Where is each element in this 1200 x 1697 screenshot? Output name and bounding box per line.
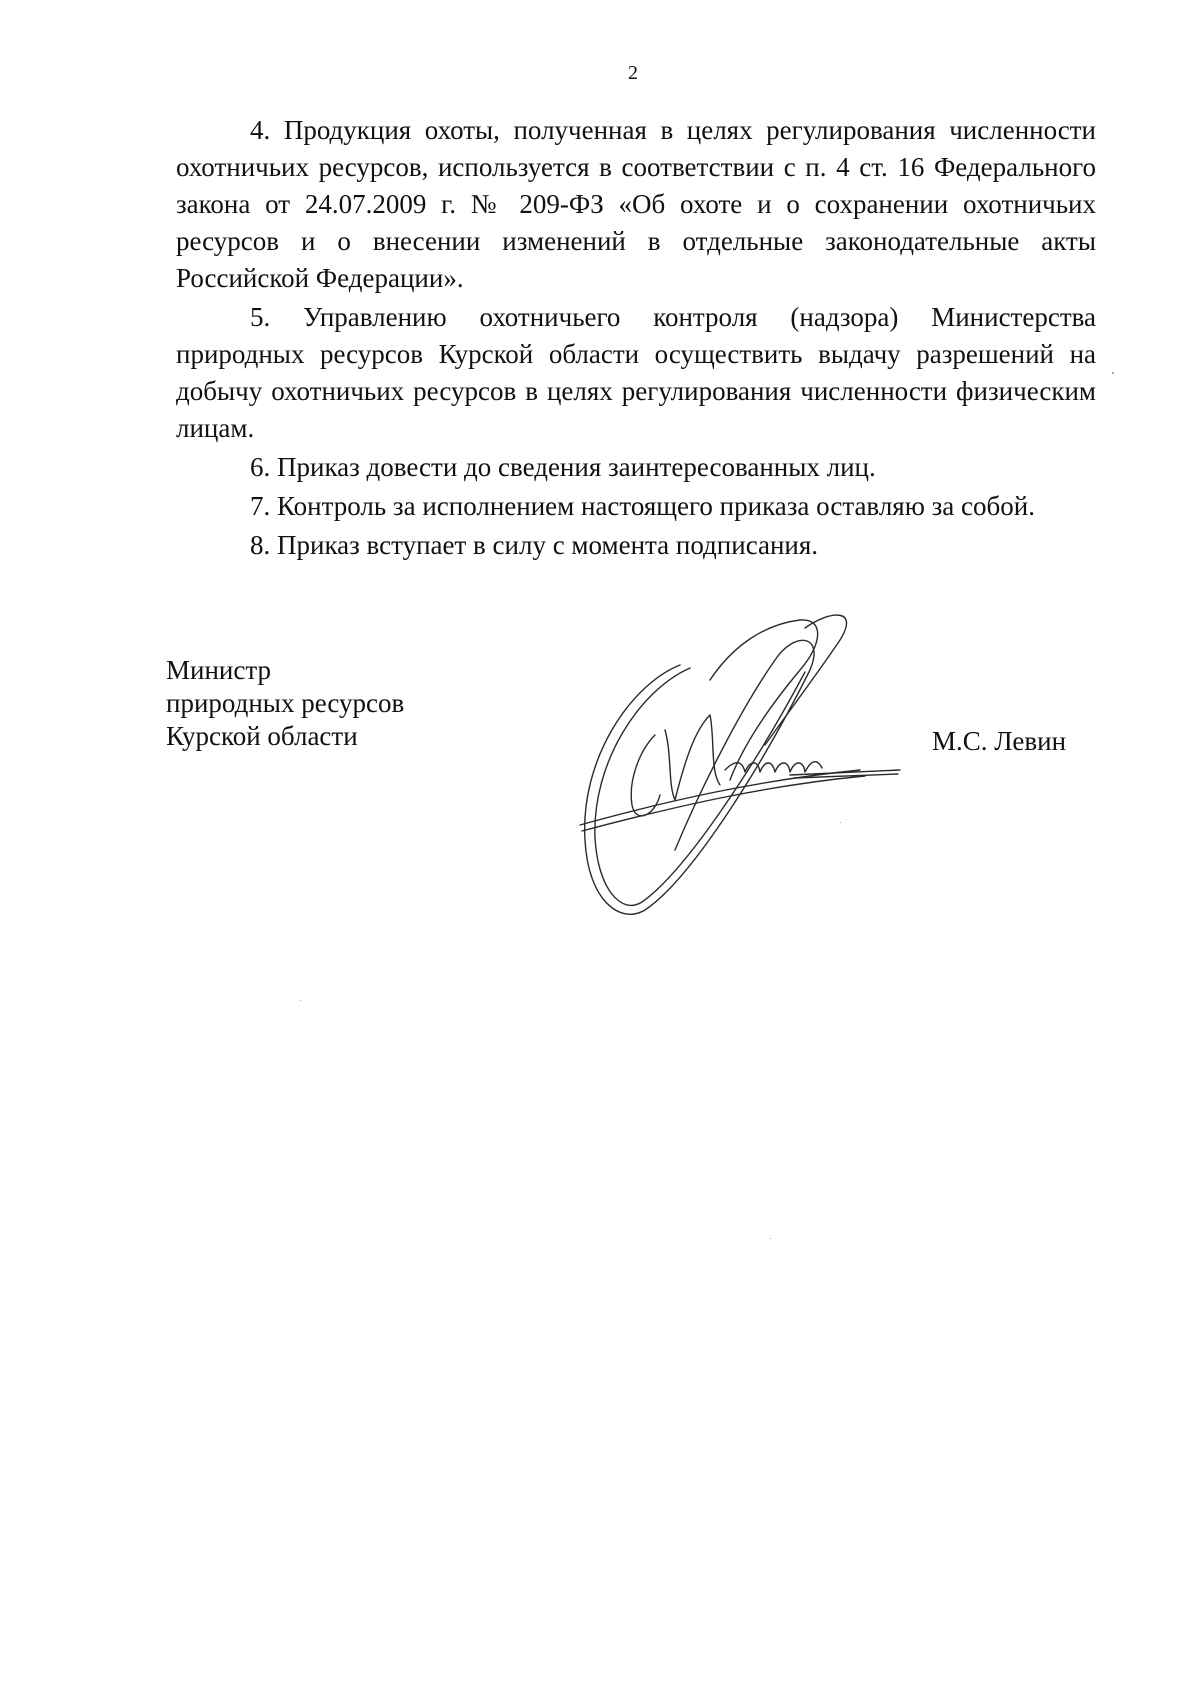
scan-speck xyxy=(770,1238,771,1239)
position-line-1: Министр xyxy=(166,655,271,685)
page-number: 2 xyxy=(628,62,638,84)
position-line-2: природных ресурсов xyxy=(166,688,405,718)
signer-name: М.С. Левин xyxy=(932,726,1067,756)
paragraph-7: 7. Контроль за исполнением настоящего приказа оставляю за собой. xyxy=(250,491,1035,521)
signatory-position xyxy=(166,654,404,753)
paragraph-4: 4. Продукция охоты, полученная в целях регулирования численности охотничьих ресурсов, используется в соответствии с п. 4 ст. 16 Федерального закона от 24.07.2009 г. № 209-ФЗ «Об охоте и о сохранении охотничьих ресурсов и о внесении изменений в отдельные законодательные акты Российской Федерации». xyxy=(176,115,1096,293)
paragraph-8: 8. Приказ вступает в силу с момента подписания. xyxy=(250,530,819,560)
scan-speck xyxy=(1112,372,1114,374)
handwritten-signature xyxy=(560,610,920,930)
position-line-3: Курской области xyxy=(166,721,358,751)
paragraph-6: 6. Приказ довести до сведения заинтересованных лиц. xyxy=(250,452,876,482)
document-body xyxy=(176,112,1096,564)
scan-speck xyxy=(840,822,841,823)
paragraph-5: 5. Управлению охотничьего контроля (надзора) Министерства природных ресурсов Курской области осуществить выдачу разрешений на добычу охотничьих ресурсов в целях регулирования численности физическим лицам. xyxy=(176,302,1096,443)
scan-speck xyxy=(300,1000,301,1001)
